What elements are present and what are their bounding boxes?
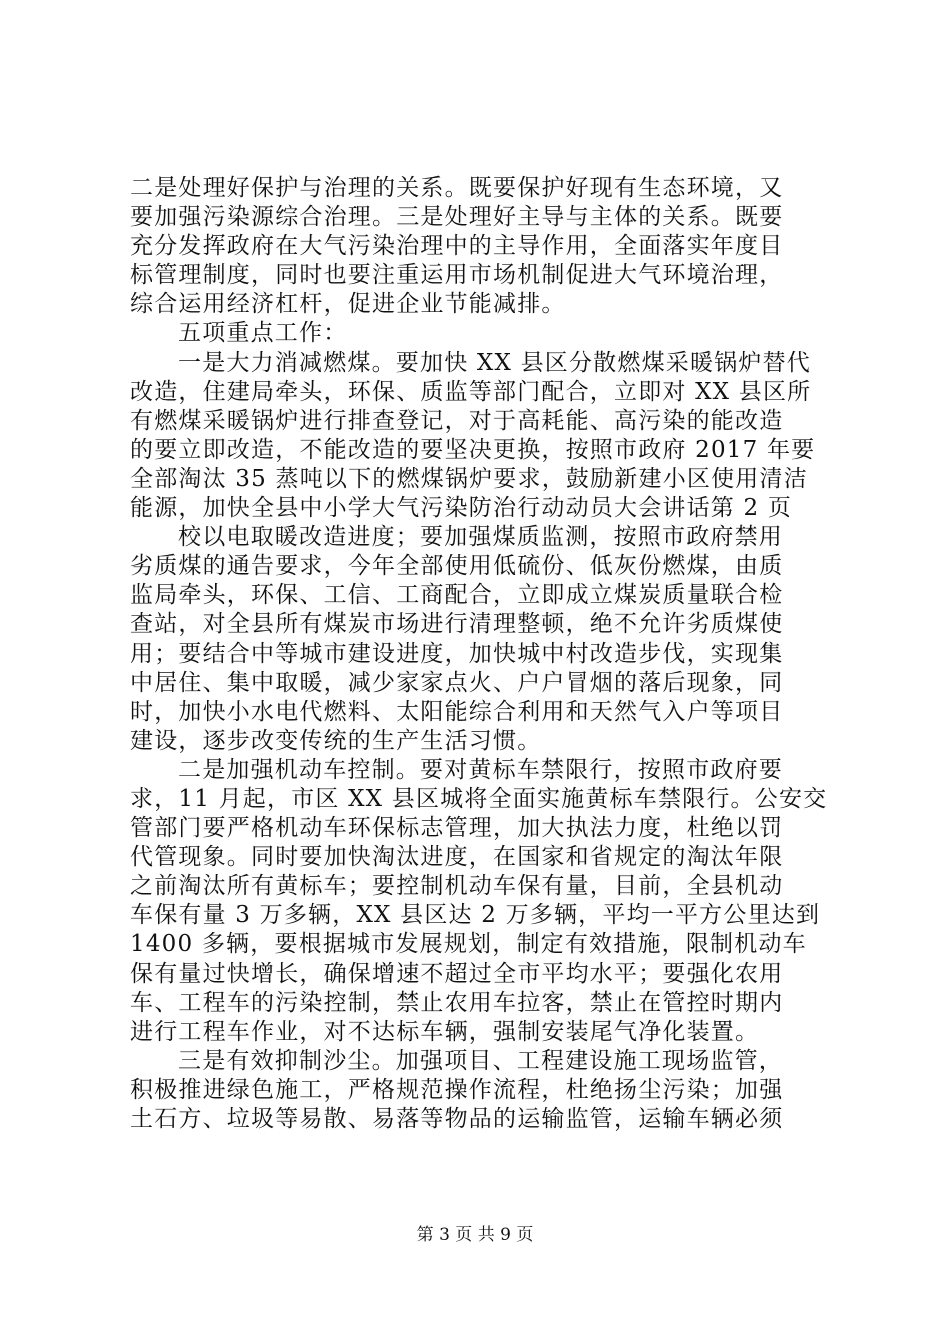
text-line: 保有量过快增长，确保增速不超过全市平均水平；要强化农用 bbox=[130, 960, 784, 987]
text-line: 管部门要严格机动车环保标志管理，加大执法力度，杜绝以罚 bbox=[130, 815, 784, 842]
text-line: 代管现象。同时要加快淘汰进度，在国家和省规定的淘汰年限 bbox=[130, 844, 784, 871]
text-line: 校以电取暖改造进度；要加强煤质监测，按照市政府禁用 bbox=[178, 524, 783, 551]
text-line: 求，11 月起，市区 XX 县区城将全面实施黄标车禁限行。公安交 bbox=[130, 785, 828, 812]
text-line: 二是处理好保护与治理的关系。既要保护好现有生态环境，又 bbox=[130, 175, 784, 201]
text-line: 要加强污染源综合治理。三是处理好主导与主体的关系。既要 bbox=[130, 204, 784, 231]
text-line: 劣质煤的通告要求，今年全部使用低硫份、低灰份燃煤，由质 bbox=[130, 553, 784, 580]
text-line: 用；要结合中等城市建设进度，加快城中村改造步伐，实现集 bbox=[130, 640, 784, 667]
text-line: 一是大力消减燃煤。要加快 XX 县区分散燃煤采暖锅炉替代 bbox=[178, 349, 811, 376]
page-footer: 第 3 页 共 9 页 bbox=[416, 1225, 534, 1245]
text-line: 五项重点工作： bbox=[178, 320, 348, 347]
document-body bbox=[130, 174, 830, 1134]
text-line: 1400 多辆，要根据城市发展规划，制定有效措施，限制机动车 bbox=[130, 931, 807, 958]
text-line: 充分发挥政府在大气污染治理中的主导作用，全面落实年度目 bbox=[130, 233, 784, 260]
text-line: 建设，逐步改变传统的生产生活习惯。 bbox=[130, 727, 542, 754]
text-line: 全部淘汰 35 蒸吨以下的燃煤锅炉要求，鼓励新建小区使用清洁 bbox=[130, 465, 808, 492]
text-line: 监局牵头，环保、工信、工商配合，立即成立煤炭质量联合检 bbox=[130, 582, 784, 609]
text-line: 标管理制度，同时也要注重运用市场机制促进大气环境治理， bbox=[130, 262, 784, 289]
text-line: 的要立即改造，不能改造的要坚决更换，按照市政府 2017 年要 bbox=[130, 436, 816, 463]
text-line: 二是加强机动车控制。要对黄标车禁限行，按照市政府要 bbox=[178, 756, 783, 783]
text-line: 车保有量 3 万多辆，XX 县区达 2 万多辆，平均一平方公里达到 bbox=[130, 902, 821, 929]
text-line: 积极推进绿色施工，严格规范操作流程，杜绝扬尘污染；加强 bbox=[130, 1076, 784, 1103]
text-line: 之前淘汰所有黄标车；要控制机动车保有量，目前，全县机动 bbox=[130, 873, 784, 900]
text-line: 综合运用经济杠杆，促进企业节能减排。 bbox=[130, 291, 566, 318]
text-line: 能源，加快全县中小学大气污染防治行动动员大会讲话第 2 页 bbox=[130, 495, 793, 522]
text-line: 查站，对全县所有煤炭市场进行清理整顿，绝不允许劣质煤使 bbox=[130, 611, 784, 638]
text-line: 时，加快小水电代燃料、太阳能综合利用和天然气入户等项目 bbox=[130, 698, 784, 725]
text-line: 改造，住建局牵头，环保、质监等部门配合，立即对 XX 县区所 bbox=[130, 378, 812, 405]
text-line: 车、工程车的污染控制，禁止农用车拉客，禁止在管控时期内 bbox=[130, 989, 784, 1016]
text-line: 有燃煤采暖锅炉进行排查登记，对于高耗能、高污染的能改造 bbox=[130, 407, 784, 434]
text-line: 进行工程车作业，对不达标车辆，强制安装尾气净化装置。 bbox=[130, 1018, 760, 1045]
text-line: 中居住、集中取暖，减少家家点火、户户冒烟的落后现象，同 bbox=[130, 669, 784, 696]
text-line: 土石方、垃圾等易散、易落等物品的运输监管，运输车辆必须 bbox=[130, 1106, 784, 1132]
text-line: 三是有效抑制沙尘。加强项目、工程建设施工现场监管， bbox=[178, 1047, 783, 1074]
